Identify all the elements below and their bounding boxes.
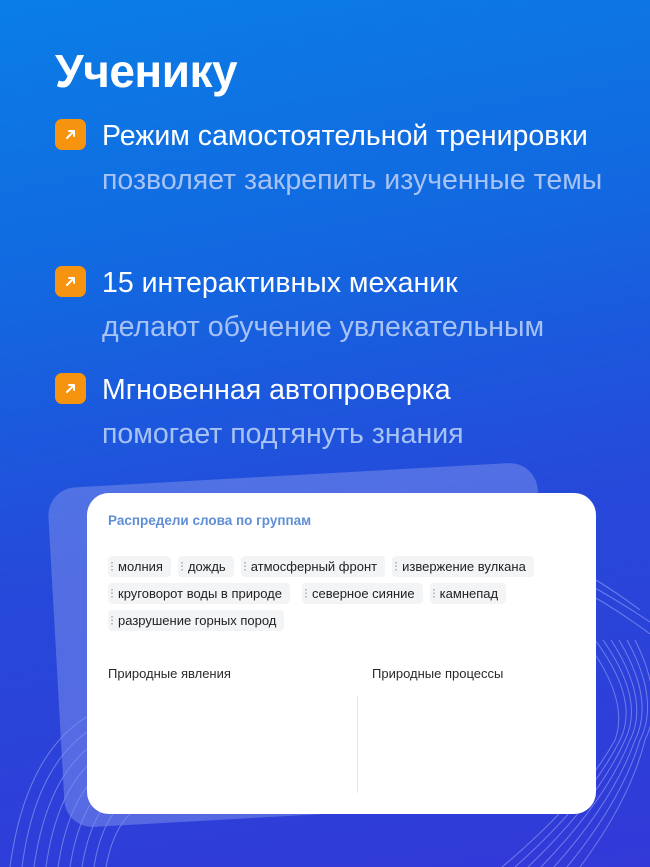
- feature-highlight: Режим самостоятельной тренировки: [102, 120, 588, 152]
- arrow-up-right-icon: [55, 266, 86, 297]
- chip-row: [108, 556, 583, 577]
- task-card: [87, 493, 596, 814]
- drag-handle-icon[interactable]: [244, 561, 246, 572]
- word-chip[interactable]: [430, 583, 506, 604]
- word-chip[interactable]: [108, 556, 171, 577]
- word-chip[interactable]: [108, 610, 284, 631]
- word-chip[interactable]: [392, 556, 534, 577]
- chip-row: [108, 610, 583, 631]
- word-chip-pool: [108, 556, 583, 637]
- drag-handle-icon[interactable]: [433, 588, 435, 599]
- word-chip[interactable]: [302, 583, 423, 604]
- drop-zone-natural-processes-label: Природные процессы: [372, 666, 504, 681]
- chip-row: [108, 583, 583, 604]
- arrow-up-right-icon: [55, 119, 86, 150]
- drag-handle-icon[interactable]: [181, 561, 183, 572]
- column-divider: [357, 696, 358, 793]
- chip-label: дождь: [187, 559, 226, 574]
- drag-handle-icon[interactable]: [111, 615, 113, 626]
- feature-description: позволяет закрепить изученные темы: [102, 164, 603, 196]
- page-title: Ученику: [55, 45, 238, 97]
- drag-handle-icon[interactable]: [111, 561, 113, 572]
- word-chip[interactable]: [108, 583, 290, 604]
- feature-description: помогает подтянуть знания: [102, 418, 464, 450]
- chip-label: извержение вулкана: [402, 559, 526, 574]
- word-chip[interactable]: [178, 556, 234, 577]
- chip-label: молния: [118, 559, 163, 574]
- arrow-up-right-icon: [55, 373, 86, 404]
- feature-description: делают обучение увлекательным: [102, 311, 545, 343]
- feature-highlight: 15 интерактивных механик: [102, 267, 458, 299]
- feature-highlight: Мгновенная автопроверка: [102, 374, 451, 406]
- word-chip[interactable]: [241, 556, 385, 577]
- drag-handle-icon[interactable]: [305, 588, 307, 599]
- chip-label: камнепад: [439, 586, 499, 601]
- task-title: Распредели слова по группам: [108, 513, 312, 528]
- chip-label: атмосферный фронт: [250, 559, 378, 574]
- chip-label: северное сияние: [311, 586, 415, 601]
- chip-label: разрушение горных пород: [118, 613, 277, 628]
- chip-label: круговорот воды в природе: [118, 586, 282, 601]
- drop-zone-natural-phenomena-label: Природные явления: [108, 666, 231, 681]
- drag-handle-icon[interactable]: [111, 588, 113, 599]
- drag-handle-icon[interactable]: [395, 561, 397, 572]
